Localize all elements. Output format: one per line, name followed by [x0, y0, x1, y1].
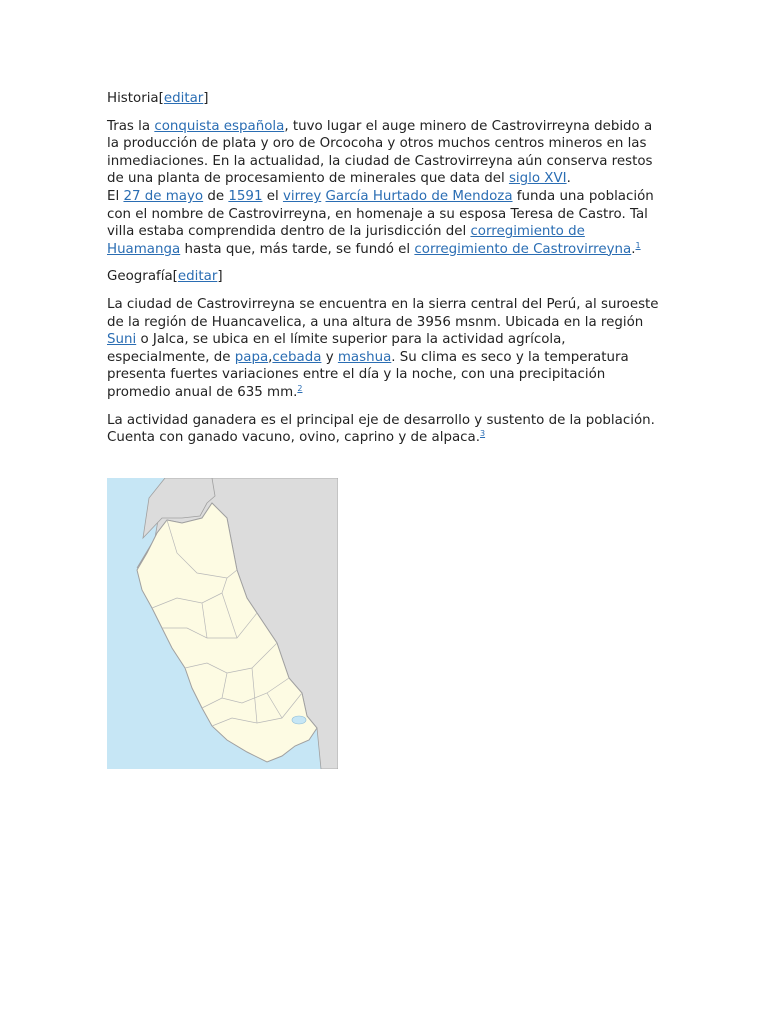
- link-27-de-mayo[interactable]: 27 de mayo: [123, 188, 204, 204]
- link-1591[interactable]: 1591: [228, 188, 263, 204]
- text: y: [321, 349, 338, 365]
- link-conquista-espanola[interactable]: conquista española: [154, 118, 285, 134]
- geografia-paragraph: [107, 296, 662, 402]
- text: el: [262, 188, 283, 204]
- text: .: [631, 241, 636, 257]
- link-corregimiento-de-huamanga[interactable]: corregimiento de Huamanga: [107, 224, 585, 257]
- text: La actividad ganadera es el principal eje de desarrollo y sustento de la población. Cuenta con ganado vacuno, ovino, caprino y de alpaca.: [107, 412, 655, 446]
- reference-link[interactable]: 1: [635, 240, 641, 250]
- edit-link[interactable]: editar: [163, 91, 204, 106]
- text: ,: [268, 349, 273, 365]
- text: hasta que, más tarde, se fundó el: [180, 241, 415, 257]
- section-title: Geografía: [107, 269, 173, 285]
- link-papa[interactable]: papa: [234, 349, 269, 365]
- link-mashua[interactable]: mashua: [337, 349, 392, 365]
- section-title: Historia: [107, 91, 159, 106]
- link-cebada[interactable]: cebada: [272, 349, 322, 365]
- link-corregimiento-de-castrovirreyna[interactable]: corregimiento de Castrovirreyna: [414, 241, 632, 257]
- section-heading-geografia: Geografía[editar]: [107, 269, 223, 285]
- text: La ciudad de Castrovirreyna se encuentra en la sierra central del Perú, al suroeste de la región de Huancavelica, a una altura de 3956 msnm. Ubicada en la región: [107, 296, 659, 330]
- map-lake-titicaca: [292, 716, 306, 724]
- text: de: [203, 188, 229, 204]
- text: , tuvo lugar el auge minero de Castrovirreyna debido a la producción de plata y oro de Orcocoha y otros muchos centros mineros en las inmediaciones. En la actualidad, la ciudad de Castrovirreyna aún conserva restos de una planta de procesamiento de minerales que data del: [107, 118, 653, 187]
- text: funda una población con el nombre de Castrovirreyna, en homenaje a su esposa Teresa de Castro. Tal villa estaba comprendida dentro de la jurisdicción del: [107, 188, 654, 240]
- text: El: [107, 188, 124, 204]
- link-garcia-hurtado-de-mendoza[interactable]: García Hurtado de Mendoza: [325, 188, 513, 204]
- section-heading-historia: Historia[editar]: [107, 91, 209, 106]
- link-virrey[interactable]: virrey: [282, 188, 322, 204]
- reference-link[interactable]: 3: [479, 429, 486, 439]
- link-suni[interactable]: Suni: [107, 332, 137, 348]
- reference-link[interactable]: 2: [297, 383, 303, 393]
- edit-link[interactable]: editar: [177, 269, 218, 285]
- text: Tras la: [107, 118, 155, 134]
- historia-paragraph: [107, 118, 662, 259]
- article-body: [107, 90, 662, 457]
- link-siglo-xvi[interactable]: siglo XVI: [508, 171, 567, 187]
- text: . Su clima es seco y la temperatura presenta fuertes variaciones entre el día y la noche, con una precipitación promedio anual de 635 mm.: [107, 349, 629, 400]
- peru-location-map: [107, 478, 338, 769]
- ganaderia-paragraph: [107, 412, 662, 447]
- text: .: [566, 171, 571, 187]
- text: o Jalca, se ubica en el límite superior para la actividad agrícola, especialmente, de: [107, 332, 566, 365]
